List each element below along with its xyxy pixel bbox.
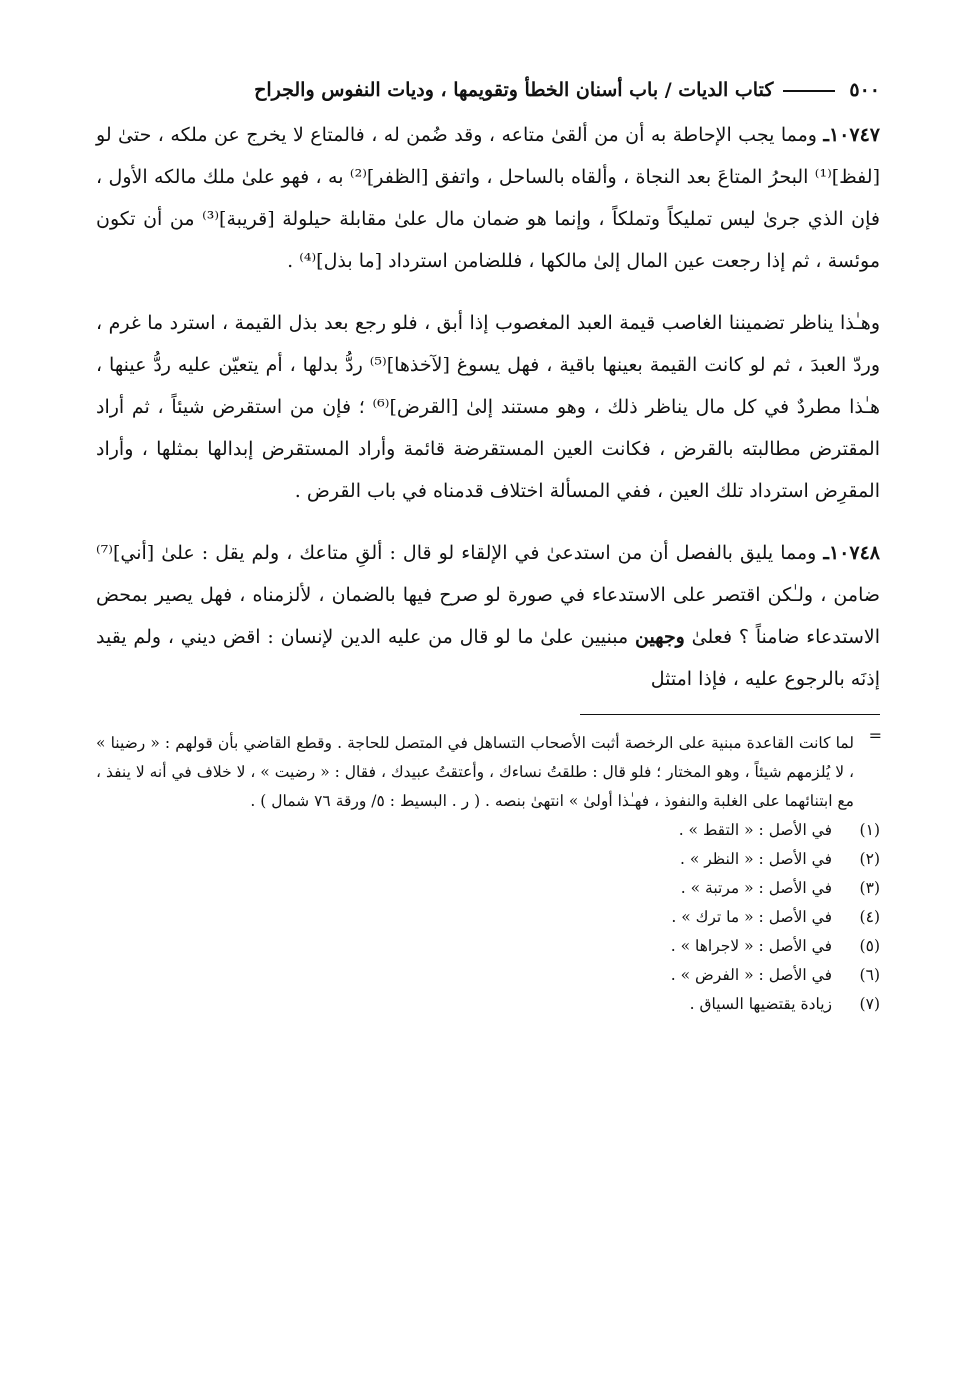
footnote-text: في الأصل : « الفرض » . — [670, 966, 832, 984]
footnote-item — [96, 903, 880, 932]
footnote-text: في الأصل : « النظر » . — [679, 850, 832, 868]
paragraph-10748 — [96, 532, 880, 700]
footnote-number: (٤) — [859, 908, 880, 926]
footnote-separator — [580, 714, 880, 715]
paragraph-text: ومما يجب الإحاطة به أن من ألقىٰ متاعه ، وقد ضُمن له ، فالمتاع لا يخرج عن ملكه ، حتىٰ لو [لفظ]⁽¹⁾ البحرُ المتاعَ بعد النجاة ، وألقاه بالساحل ، واتفق [الظفر]⁽²⁾ به ، فهو علىٰ ملك مالكه الأول ، فإن الذي جرىٰ ليس تمليكاً وتملكاً ، وإنما هو ضمان مال علىٰ مقابلة حيلولة [قريبة]⁽³⁾ من أن تكون موئسة ، ثم إذا رجعت عين المال إلىٰ مالكها ، فللضامن استرداد [ما بذل]⁽⁴⁾ . — [96, 124, 880, 272]
main-text — [96, 114, 880, 700]
paragraph-text: ومما يليق بالفصل أن من استدعىٰ في الإلقاء لو قال : ألقِ متاعك ، ولم يقل : علىٰ [أني]⁽⁷⁾ ضامن ، ولـٰكن اقتصر على الاستدعاء في صورة لو صرح فيها بالضمان ، لألزمناه ، فهل يصير بمحض الاستدعاء ضامناً ؟ فعلىٰ — [96, 542, 880, 648]
paragraph-bold-term: وجهين — [634, 626, 685, 648]
footnote-item — [96, 961, 880, 990]
running-title: كتاب الديات / باب أسنان الخطأ وتقويمها ، وديات النفوس والجراح — [254, 79, 774, 101]
footnote-number: (٢) — [859, 850, 880, 868]
paragraph-text: وهـٰذا يناظر تضميننا الغاصب قيمة العبد المغصوب إذا أبق ، فلو رجع بعد بذل القيمة ، استرد ما غرم ، وردّ العبدَ ، ثم لو كانت القيمة بعينها باقية ، فهل يسوغ [لآخذها]⁽⁵⁾ ردُّ بدلها ، أم يتعيّن عليه ردُّ عينها ، هـٰذا مطردٌ في كل مال يناظر ذلك ، وهو مستند إلىٰ [القرض]⁽⁶⁾ ؛ فإن من استقرض شيئاً ، ثم أراد المقترض مطالبته بالقرض ، فكانت العين المستقرضة قائمة وأراد المستقرض إبدالها بمثلها ، وأراد المقرِض استرداد تلك العين ، ففي المسألة اختلاف قدمناه في باب القرض . — [96, 312, 880, 502]
paragraph-number: ١٠٧٤٨ـ — [823, 542, 880, 564]
footnote-item — [96, 874, 880, 903]
footnote-text: في الأصل : « لاجراها » . — [670, 937, 832, 955]
header-rule — [783, 90, 835, 92]
book-page — [96, 70, 880, 1019]
footnote-item — [96, 990, 880, 1019]
paragraph-10747 — [96, 114, 880, 282]
footnotes — [96, 726, 882, 1019]
footnote-item — [96, 816, 880, 845]
footnote-continuation — [96, 726, 882, 816]
footnote-text: في الأصل : « مرتبة » . — [680, 879, 832, 897]
footnote-number: (٦) — [859, 966, 880, 984]
footnote-item — [96, 932, 880, 961]
footnote-continuation-text: لما كانت القاعدة مبنية على الرخصة أثبت الأصحاب التساهل في المتصل للحاجة . وقطع القاضي بأن قولهم : « رضينا » ، لا يُلزمهم شيئاً ، وهو المختار ؛ فلو قال : طلقتُ نساءك ، وأعتقتُ عبيدك ، فقال : « رضيت » ، لا خلاف في أنه لا ينفذ ، مع ابتنائهما على الغلبة والنفوذ ، فهـٰذا أولىٰ » انتهىٰ بنصه . ( ر . البسيط : ٥/ ورقة ٧٦ شمال ) . — [96, 734, 854, 810]
continuation-mark: = — [868, 726, 882, 745]
footnote-item — [96, 845, 880, 874]
footnote-number: (٧) — [859, 995, 880, 1013]
footnote-text: في الأصل : « التقط » . — [678, 821, 832, 839]
page-number: ٥٠٠ — [849, 79, 880, 101]
page-header — [96, 70, 880, 110]
footnote-number: (٣) — [859, 879, 880, 897]
paragraph-text: مبنيين علىٰ ما لو قال من عليه الدين لإنسان : اقض ديني ، ولم يقيد إذنَه بالرجوع عليه ، فإذا امتثل — [96, 626, 880, 690]
footnote-text: زيادة يقتضيها السياق . — [689, 995, 832, 1013]
paragraph-number: ١٠٧٤٧ـ — [823, 124, 880, 146]
paragraph-continuation — [96, 302, 880, 512]
footnote-number: (١) — [859, 821, 880, 839]
footnote-text: في الأصل : « ما ترك » . — [671, 908, 832, 926]
footnote-number: (٥) — [859, 937, 880, 955]
